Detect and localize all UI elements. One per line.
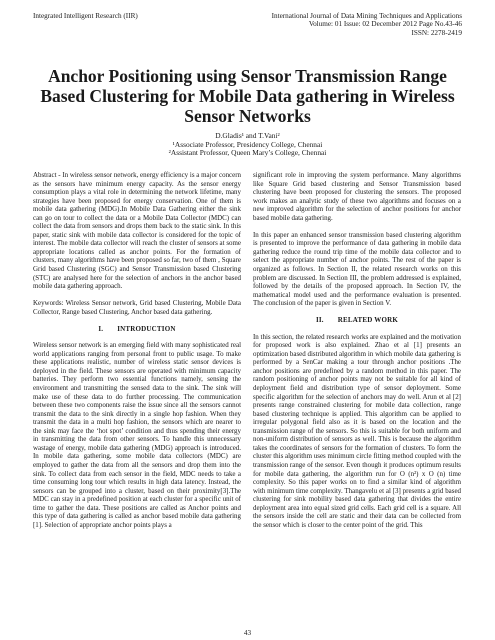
journal-name: International Journal of Data Mining Techniques and Applications bbox=[271, 12, 462, 20]
author-affiliation-1: ¹Associate Professor, Presidency College, Chennai bbox=[172, 139, 323, 149]
section-heading-related-work bbox=[253, 316, 461, 325]
section-number: II. bbox=[315, 316, 324, 325]
section-title: RELATED WORK bbox=[337, 316, 399, 325]
journal-volume: Volume: 01 Issue: 02 December 2012 Page No.43-46 bbox=[308, 20, 462, 29]
section-heading-introduction bbox=[33, 325, 241, 334]
section-number: I. bbox=[98, 324, 104, 333]
keywords: Keywords: Wireless Sensor network, Grid based Clustering, Mobile Data Collector, Range based Clustering, Anchor based data gathering. bbox=[33, 299, 241, 316]
author-names: D.Gladis¹ and T.Vani² bbox=[215, 131, 280, 140]
paper-title: Anchor Positioning using Sensor Transmission Range Based Clustering for Mobile Data gathering in Wireless Sensor Networks bbox=[40, 66, 455, 126]
related-work-paragraph: In this section, the related research works are explained and the motivation for proposed work is also explained. Zhao et al [1] presents an optimization based distributed algorithm in which mobile data gathering is performed by a SenCar making a tour through anchor positions .The anchor positions are predefined by a random method in this paper. The random positioning of anchor points may not be suitable for all kind of deployment field and distribution type of sensor deployment. Some specific algorithm for the selection of anchors may do well. Arun et al [2] presents range constrained clustering for mobile data collection, range based clustering technique is applied. This algorithm can be applied to irregular polygonal field also as it is based on the location and the transmission range of the sensors. So this is suitable for both uniform and non-uniform distribution of sensors as well. This is because the algorithm takes the coordinates of sensors for the formation of clusters. To form the cluster this algorithm uses minimum circle fitting method coupled with the transmission range of the sensor. Even though it produces optimum results for mobile data gathering, the algorithm run for O (n²) x O (n) time complexity. So this paper works on to find a similar kind of algorithm with minimum time complexity. Thangavelu et al [3] presents a grid based clustering for sink mobility based data gathering that divides the entire deployment area into equal sized grid cells. Each grid cell is a square. All the sensors inside the cell are static and their data can be collected from the sensor which is closer to the center point of the grid. This bbox=[253, 332, 461, 529]
paper-outline-paragraph: In this paper an enhanced sensor transmission based clustering algorithm is presented to improve the performance of data gathering in mobile data gathering reduce the round trip time of the mobile data collector and to select the appropriate number of anchor points. The rest of the paper is organized as follows. In Section II, the related research works on this problem are discussed. In Section III, the problem addressed is explained, followed by the details of the proposed approach. In Section IV, the mathematical model used and the performance evaluation is presented. The conclusion of the paper is given in Section V. bbox=[253, 230, 461, 308]
intro-continued-paragraph: significant role in improving the system performance. Many algorithms like Square Grid based clustering and Sensor Transmission based clustering have been proposed for clustering the sensors. The proposed work makes an analytic study of these two algorithms and focuses on a new improved algorithm for the selection of anchor positions for anchor based mobile data gathering. bbox=[253, 171, 461, 222]
author-block bbox=[33, 132, 462, 158]
left-column bbox=[33, 171, 241, 538]
abstract: Abstract - In wireless sensor network, energy efficiency is a major concern as the sensors have minimum energy capacity. As the sensor energy consumption plays a vital role in determining the network lifetime, many strategies have been proposed for energy conservation. One of them is mobile data gathering (MDG).In Mobile Data Gathering either the sink can go on tour to collect the data or a Mobile Data Collector (MDC) can collect the data from sensors and drops them back to the static sink. In this paper, static sink with mobile data collector is considered for the topic of interest. The mobile data collector will reach the cluster of sensors at some appropriate locations called as anchor points. For the formation of clusters, many algorithms have been proposed so far, two of them , Square Grid based Clustering (SGC) and Sensor Transmission based Clustering (STC) are analysed here for the selection of anchors in the anchor based mobile data gathering approach. bbox=[33, 171, 241, 291]
journal-info bbox=[232, 12, 462, 37]
journal-publisher: Integrated Intelligent Research (IIR) bbox=[33, 12, 138, 20]
author-affiliation-2: ²Assistant Professor, Queen Mary’s College, Chennai bbox=[168, 148, 327, 158]
page-number: 43 bbox=[243, 629, 252, 637]
introduction-paragraph: Wireless sensor network is an emerging field with many sophisticated real world applications ranging from personal front to public usage. To make these applications realistic, number of wireless static sensor devices is deployed in the field. These sensors are operated with minimum capacity batteries. They perform two essential functions namely, sensing the environment and transmitting the sensed data to the sink. The sink will make use of these data to do further processing. The communication between these two components raise the issue since all the sensors cannot transmit the data to the sink directly in a single hop fashion. When they transmit the data in a multi hop fashion, the sensors which are nearer to the sink may face the ‘hot spot’ condition and thus spending their energy in transmitting the data from other sensors. To handle this unnecessary wastage of energy, mobile data gathering (MDG) approach is introduced. In mobile data gathering, some mobile data collectors (MDC) are employed to gather the data from all the sensors and drop them into the sink. To collect data from each sensor in the field, MDC needs to take a time consuming long tour which results in high data latency. Instead, the sensors can be grouped into a cluster, based on their proximity[3].The MDC can stay in a predefined position at each cluster for a specific unit of time to gather the data. These positions are called as Anchor points and this type of data gathering is called as anchor based mobile data gathering [1]. Selection of appropriate anchor points plays a bbox=[33, 341, 241, 529]
journal-issn: ISSN: 2278-2419 bbox=[411, 28, 462, 37]
section-title: INTRODUCTION bbox=[117, 324, 176, 333]
right-column bbox=[253, 171, 461, 538]
